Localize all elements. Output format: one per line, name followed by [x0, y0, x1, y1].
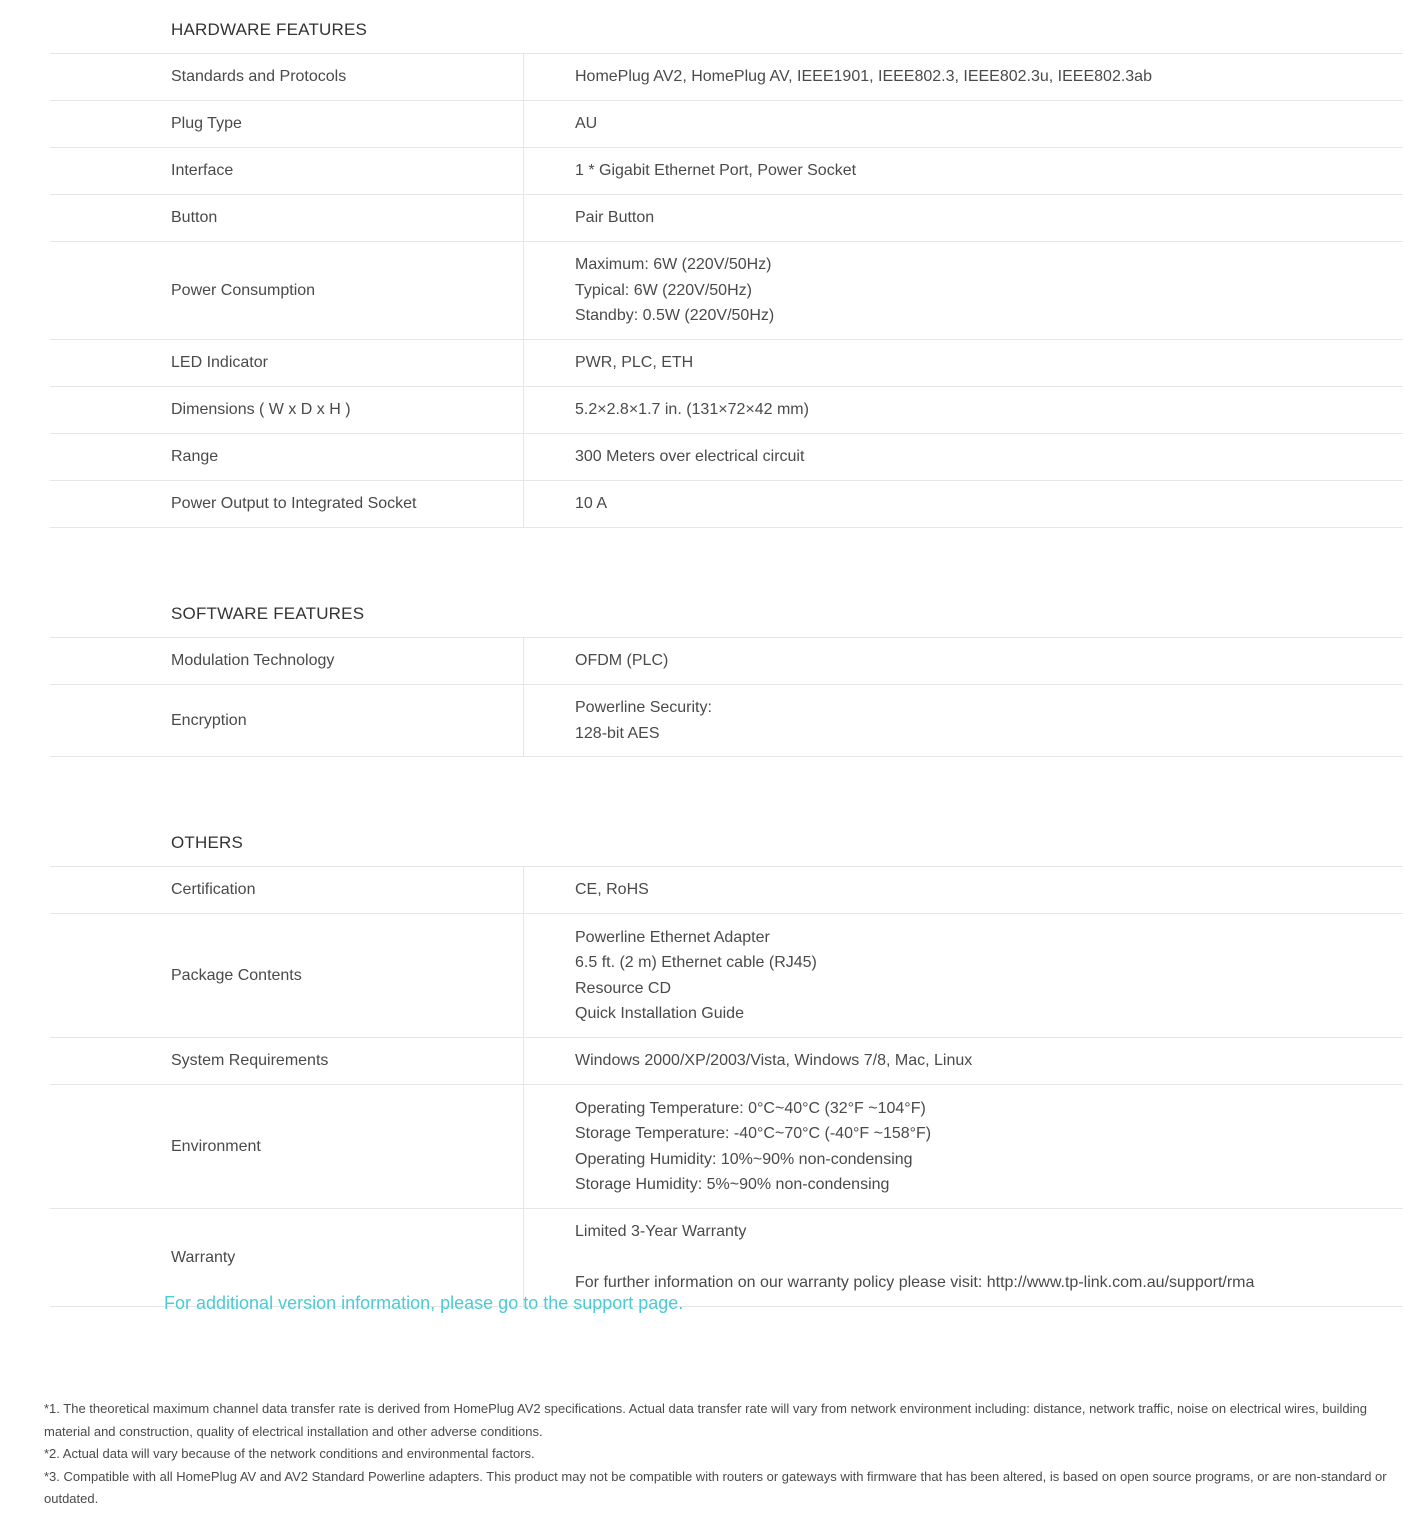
- spec-value-line: 5.2×2.8×1.7 in. (131×72×42 mm): [575, 401, 809, 419]
- spec-label: Modulation Technology: [50, 638, 524, 684]
- software-features-heading: SOFTWARE FEATURES: [50, 584, 1403, 638]
- footnote-3: *3. Compatible with all HomePlug AV and AV2 Standard Powerline adapters. This product may not be compatible with routers or gateways with firmware that has been altered, is based on open source programs, or are non-standard or outdated.: [44, 1468, 1387, 1507]
- spec-row: [50, 195, 1403, 242]
- spec-value: [524, 54, 1403, 100]
- spec-label: Plug Type: [50, 101, 524, 147]
- spec-value: [524, 101, 1403, 147]
- spec-value: [524, 195, 1403, 241]
- spec-value-line: AU: [575, 115, 598, 133]
- spec-row: [50, 101, 1403, 148]
- spec-row: [50, 481, 1403, 528]
- support-page-link[interactable]: For additional version information, please go to the support page.: [164, 1293, 684, 1313]
- others-heading: OTHERS: [50, 813, 1403, 867]
- software-features-rows: [50, 638, 1403, 757]
- spec-label: Package Contents: [50, 914, 524, 1037]
- spec-label: Standards and Protocols: [50, 54, 524, 100]
- spec-value-line: Maximum: 6W (220V/50Hz): [575, 256, 772, 274]
- spec-value-line: Storage Humidity: 5%~90% non-condensing: [575, 1176, 890, 1193]
- hardware-features-rows: [50, 54, 1403, 528]
- spec-value-line: For further information on our warranty policy please visit: http://www.tp-link.com.au/support/rma: [575, 1274, 1255, 1292]
- spec-value-line: 300 Meters over electrical circuit: [575, 448, 805, 466]
- spec-value-line: [575, 1245, 1403, 1271]
- spec-row: [50, 1085, 1403, 1209]
- spec-value-line: 6.5 ft. (2 m) Ethernet cable (RJ45): [575, 954, 817, 971]
- spec-row: [50, 54, 1403, 101]
- spec-value-line: Typical: 6W (220V/50Hz): [575, 281, 752, 299]
- spec-label: Environment: [50, 1085, 524, 1208]
- spec-value-line: Standby: 0.5W (220V/50Hz): [575, 307, 775, 325]
- spec-label: LED Indicator: [50, 340, 524, 386]
- spec-label: Power Output to Integrated Socket: [50, 481, 524, 527]
- spec-value-line: HomePlug AV2, HomePlug AV, IEEE1901, IEEE802.3, IEEE802.3u, IEEE802.3ab: [575, 68, 1152, 86]
- spec-row: [50, 914, 1403, 1038]
- spec-value: [524, 481, 1403, 527]
- spec-label: Warranty: [50, 1209, 524, 1306]
- spec-value: [524, 148, 1403, 194]
- spec-label: Dimensions ( W x D x H ): [50, 387, 524, 433]
- hardware-features-heading: HARDWARE FEATURES: [50, 0, 1403, 54]
- spec-value-line: OFDM (PLC): [575, 652, 669, 670]
- section-spacer: [50, 757, 1403, 813]
- spec-row: [50, 387, 1403, 434]
- others-rows: [50, 867, 1403, 1307]
- spec-row: [50, 434, 1403, 481]
- spec-value: [524, 1038, 1403, 1084]
- spec-row: [50, 1038, 1403, 1085]
- spec-value: [524, 867, 1403, 913]
- spec-row: [50, 340, 1403, 387]
- spec-value-line: Storage Temperature: -40°C~70°C (-40°F ~158°F): [575, 1125, 932, 1142]
- spec-row: [50, 148, 1403, 195]
- spec-row: [50, 242, 1403, 340]
- spec-value: [524, 638, 1403, 684]
- spec-value-line: PWR, PLC, ETH: [575, 354, 694, 372]
- spec-label: System Requirements: [50, 1038, 524, 1084]
- spec-label: Power Consumption: [50, 242, 524, 339]
- footnote-1: *1. The theoretical maximum channel data transfer rate is derived from HomePlug AV2 specifications. Actual data transfer rate will vary from network environment including: distance, network traffic, noise on electrical wires, building material and construction, quality of electrical installation and other adverse conditions.: [44, 1401, 1368, 1439]
- spec-value-line: CE, RoHS: [575, 881, 649, 899]
- spec-value: [524, 685, 1403, 756]
- spec-value: [524, 340, 1403, 386]
- spec-value-line: Pair Button: [575, 209, 655, 227]
- spec-value-line: 1 * Gigabit Ethernet Port, Power Socket: [575, 162, 857, 180]
- section-spacer: [50, 528, 1403, 584]
- footnotes: [44, 1398, 1408, 1511]
- spec-value: [524, 387, 1403, 433]
- spec-row: [50, 685, 1403, 757]
- spec-label: Range: [50, 434, 524, 480]
- spec-table: [50, 0, 1403, 1307]
- spec-value: [524, 914, 1403, 1037]
- spec-value-line: Windows 2000/XP/2003/Vista, Windows 7/8, Mac, Linux: [575, 1052, 973, 1070]
- spec-label: Interface: [50, 148, 524, 194]
- spec-label: Button: [50, 195, 524, 241]
- spec-value-line: Quick Installation Guide: [575, 1005, 744, 1022]
- spec-row: [50, 638, 1403, 685]
- spec-value: [524, 1209, 1403, 1306]
- spec-value-line: Operating Temperature: 0°C~40°C (32°F ~104°F): [575, 1099, 926, 1117]
- spec-label: Certification: [50, 867, 524, 913]
- spec-value-line: Powerline Security:: [575, 699, 712, 716]
- spec-value: [524, 1085, 1403, 1208]
- footnote-2: *2. Actual data will vary because of the network conditions and environmental factors.: [44, 1446, 535, 1462]
- spec-value-line: Limited 3-Year Warranty: [575, 1223, 747, 1241]
- spec-value: [524, 434, 1403, 480]
- spec-value: [524, 242, 1403, 339]
- spec-value-line: 128-bit AES: [575, 724, 660, 742]
- spec-value-line: 10 A: [575, 495, 608, 513]
- spec-row: [50, 867, 1403, 914]
- spec-value-line: Operating Humidity: 10%~90% non-condensing: [575, 1150, 913, 1168]
- spec-value-line: Powerline Ethernet Adapter: [575, 928, 770, 946]
- spec-label: Encryption: [50, 685, 524, 756]
- spec-value-line: Resource CD: [575, 979, 672, 997]
